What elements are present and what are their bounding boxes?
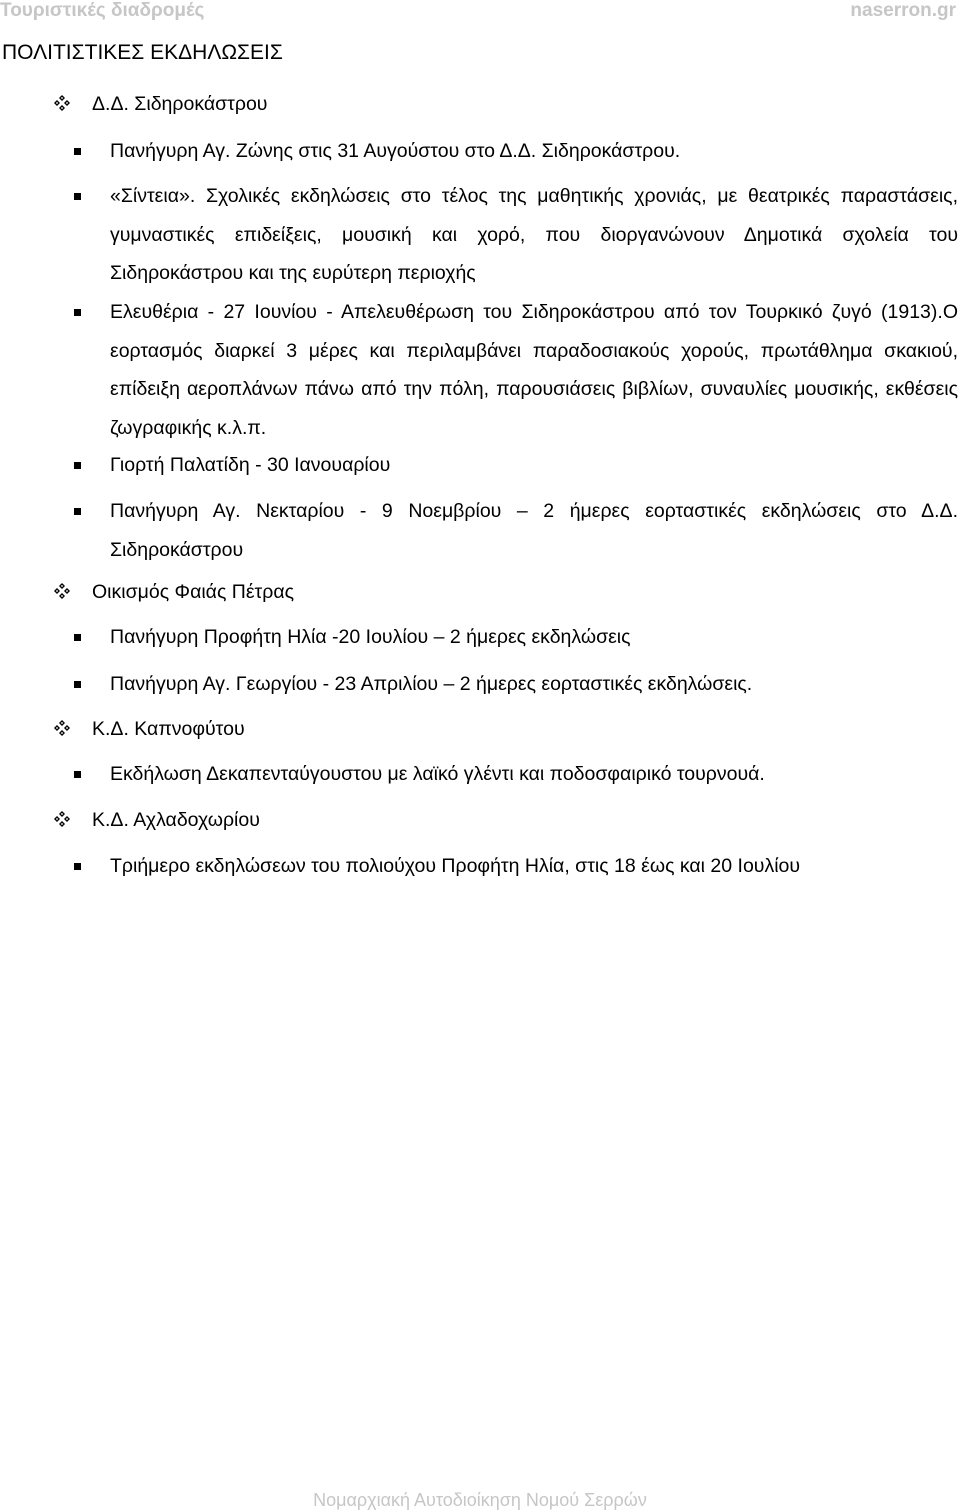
diamond-bullet-icon [53, 810, 71, 828]
section-heading [57, 717, 245, 741]
square-bullet-icon [74, 309, 81, 316]
list-item-text: Πανήγυρη Αγ. Νεκταρίου - 9 Νοεμβρίου – 2 ήμερες εορταστικές εκδηλώσεις στο Δ.Δ. Σιδηροκάστρου [110, 500, 958, 561]
square-bullet-icon [74, 634, 81, 641]
list-item-text: Πανήγυρη Αγ. Ζώνης στις 31 Αυγούστου στο Δ.Δ. Σιδηροκάστρου. [110, 140, 681, 162]
list-item-text: Τριήμερο εκδηλώσεων του πολιούχου Προφήτη Ηλία, στις 18 έως και 20 Ιουλίου [110, 855, 801, 877]
section-heading [57, 580, 294, 604]
square-bullet-icon [74, 508, 81, 515]
header-site-title: Τουριστικές διαδρομές [0, 0, 205, 21]
diamond-bullet-icon [53, 719, 71, 737]
list-item-text: Πανήγυρη Προφήτη Ηλία -20 Ιουλίου – 2 ήμερες εκδηλώσεις [110, 626, 631, 648]
section-title: Κ.Δ. Αχλαδοχωρίου [92, 809, 260, 831]
square-bullet-icon [74, 771, 81, 778]
list-item-text: Πανήγυρη Αγ. Γεωργίου - 23 Απριλίου – 2 ήμερες εορταστικές εκδηλώσεις. [110, 673, 753, 695]
list-item-text: Εκδήλωση Δεκαπενταύγουστου με λαϊκό γλέντι και ποδοσφαιρικό τουρνουά. [110, 763, 765, 785]
diamond-bullet-icon [53, 94, 71, 112]
list-item-text: «Σίντεια». Σχολικές εκδηλώσεις στο τέλος της μαθητικής χρονιάς, με θεατρικές παραστάσεις, γυμναστικές επιδείξεις, μουσική και χορό, που διοργανώνουν Δημοτικά σχολεία του Σιδηροκάστρου και της ευρύτερη περιοχής [110, 185, 958, 284]
square-bullet-icon [74, 462, 81, 469]
diamond-bullet-icon [53, 582, 71, 600]
section-title: Οικισμός Φαιάς Πέτρας [92, 581, 295, 603]
section-heading [57, 92, 267, 116]
list-item-text: Ελευθέρια - 27 Ιουνίου - Απελευθέρωση του Σιδηροκάστρου από τον Τουρκικό ζυγό (1913).Ο εορτασμός διαρκεί 3 μέρες και περιλαμβάνει παραδοσιακούς χορούς, πρωτάθλημα σκακιού, επίδειξη αεροπλάνων πάνω από την πόλη, παρουσιάσεις βιβλίων, συναυλίες μουσικής, εκθέσεις ζωγραφικής κ.λ.π. [110, 301, 958, 439]
page-title: ΠΟΛΙΤΙΣΤΙΚΕΣ ΕΚΔΗΛΩΣΕΙΣ [2, 41, 283, 64]
footer-text: Νομαρχιακή Αυτοδιοίκηση Νομού Σερρών [313, 1490, 647, 1510]
square-bullet-icon [74, 148, 81, 155]
square-bullet-icon [74, 193, 81, 200]
section-title: Κ.Δ. Καπνοφύτου [92, 718, 245, 740]
section-heading [57, 808, 260, 832]
square-bullet-icon [74, 681, 81, 688]
square-bullet-icon [74, 863, 81, 870]
section-title: Δ.Δ. Σιδηροκάστρου [92, 93, 268, 115]
list-item-text: Γιορτή Παλατίδη - 30 Ιανουαρίου [110, 454, 391, 476]
header-site-domain: naserron.gr [850, 0, 956, 21]
